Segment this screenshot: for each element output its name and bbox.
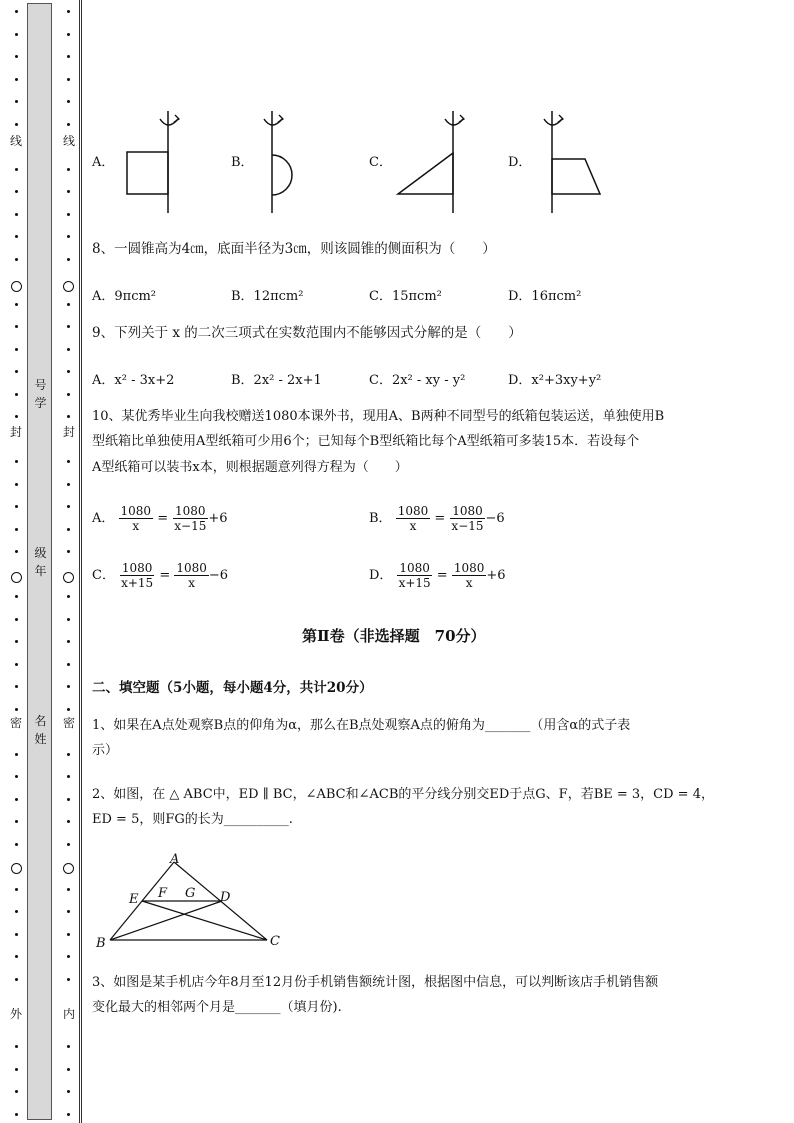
q8-option-c: C．15πcm² xyxy=(369,289,442,304)
inner-seal-char-xian: 线 xyxy=(62,134,75,148)
binding-dot xyxy=(67,235,70,238)
binding-hole-icon xyxy=(11,281,22,292)
binding-dot xyxy=(67,33,70,36)
binding-dot xyxy=(15,1068,18,1071)
binding-dot xyxy=(15,933,18,936)
q7-option-b-label: B． xyxy=(231,155,254,170)
outer-seal-char-wai: 外 xyxy=(9,1007,22,1021)
binding-dot xyxy=(15,325,18,328)
binding-dot xyxy=(67,708,70,711)
binding-dot xyxy=(67,978,70,981)
binding-dot xyxy=(15,303,18,306)
binding-dot xyxy=(67,190,70,193)
binding-dot xyxy=(15,123,18,126)
binding-dot xyxy=(15,370,18,373)
q9-text: 9、下列关于 x 的二次三项式在实数范围内不能够因式分解的是（ ） xyxy=(92,325,522,341)
q10-option-a: A． $\frac{1080}{x}$ = $\frac{1080}{x-15}$ +6 xyxy=(92,504,228,533)
margin-rule xyxy=(79,0,80,1123)
binding-dot xyxy=(67,1113,70,1116)
binding-dot xyxy=(15,618,18,621)
binding-dot xyxy=(67,753,70,756)
binding-dot xyxy=(67,910,70,913)
q7-option-d-label: D． xyxy=(508,155,532,170)
binding-dot xyxy=(67,415,70,418)
binding-hole-icon xyxy=(63,572,74,583)
binding-dot xyxy=(15,258,18,261)
binding-dot xyxy=(15,663,18,666)
binding-dot xyxy=(15,685,18,688)
binding-dot xyxy=(15,505,18,508)
q9-option-b: B．2x² - 2x+1 xyxy=(231,373,322,388)
binding-dot xyxy=(67,370,70,373)
binding-hole-icon xyxy=(11,863,22,874)
student-id-label: 号 学 xyxy=(34,378,47,410)
binding-dot xyxy=(15,190,18,193)
binding-dot xyxy=(15,888,18,891)
q8-option-d: D．16πcm² xyxy=(508,289,582,304)
binding-dot xyxy=(67,55,70,58)
q8-option-a: A．9πcm² xyxy=(92,289,157,304)
part-two-title: 第Ⅱ卷（非选择题 70分） xyxy=(302,627,486,645)
binding-dot xyxy=(67,325,70,328)
f1-line-2: 示） xyxy=(92,743,119,758)
binding-dot xyxy=(15,550,18,553)
binding-dot xyxy=(15,33,18,36)
binding-dot xyxy=(67,10,70,13)
binding-dot xyxy=(67,1068,70,1071)
inner-seal-char-feng: 封 xyxy=(62,425,75,439)
q7-figure-a xyxy=(120,105,190,217)
binding-dot xyxy=(67,820,70,823)
binding-dot xyxy=(67,798,70,801)
binding-dot xyxy=(67,663,70,666)
outer-seal-char-feng: 封 xyxy=(9,425,22,439)
binding-dot xyxy=(67,955,70,958)
binding-dot xyxy=(15,910,18,913)
binding-dot xyxy=(67,393,70,396)
q7-figure-b xyxy=(252,105,322,217)
f2-label-c: C xyxy=(270,934,280,949)
binding-dot xyxy=(67,100,70,103)
q9-option-d: D．x²+3xy+y² xyxy=(508,373,602,388)
f3-line-1: 3、如图是某手机店今年8月至12月份手机销售额统计图，根据图中信息，可以判断该店手机销售额 xyxy=(92,975,659,990)
binding-dot xyxy=(67,550,70,553)
binding-dot xyxy=(67,213,70,216)
f2-line-1: 2、如图，在 △ ABC中，ED ∥ BC，∠ABC和∠ACB的平分线分别交ED于点G、F，若BE = 3，CD = 4， xyxy=(92,787,714,802)
q8-option-b: B．12πcm² xyxy=(231,289,304,304)
q7-option-c-label: C． xyxy=(369,155,392,170)
binding-dot xyxy=(15,1090,18,1093)
q7-figure-c xyxy=(393,105,463,217)
binding-dot xyxy=(15,798,18,801)
outer-seal-char-mi: 密 xyxy=(9,716,22,730)
binding-dot xyxy=(67,460,70,463)
q9-option-c: C．2x² - xy - y² xyxy=(369,373,466,388)
binding-dot xyxy=(67,168,70,171)
binding-dot xyxy=(15,708,18,711)
f2-triangle-figure xyxy=(92,850,292,950)
q10-option-d: D． $\frac{1080}{x+15}$ = $\frac{1080}{x}$ +6 xyxy=(369,561,506,590)
f2-label-d: D xyxy=(220,890,231,905)
binding-dot xyxy=(67,595,70,598)
f2-label-b: B xyxy=(96,936,106,951)
binding-dot xyxy=(15,978,18,981)
binding-dot xyxy=(15,100,18,103)
binding-dot xyxy=(67,933,70,936)
binding-dot xyxy=(67,505,70,508)
binding-dot xyxy=(15,775,18,778)
q7-figure-d xyxy=(530,105,610,217)
binding-dot xyxy=(67,843,70,846)
binding-dot xyxy=(15,213,18,216)
binding-dot xyxy=(15,460,18,463)
binding-dot xyxy=(67,348,70,351)
binding-hole-icon xyxy=(63,863,74,874)
binding-dot xyxy=(15,528,18,531)
q9-option-a: A．x² - 3x+2 xyxy=(92,373,175,388)
binding-dot xyxy=(67,640,70,643)
binding-dot xyxy=(15,843,18,846)
binding-dot xyxy=(15,235,18,238)
binding-dot xyxy=(67,258,70,261)
binding-dot xyxy=(67,303,70,306)
q10-option-b: B． $\frac{1080}{x}$ = $\frac{1080}{x-15}$ −6 xyxy=(369,504,505,533)
binding-dot xyxy=(67,78,70,81)
binding-dot xyxy=(15,348,18,351)
binding-dot xyxy=(15,168,18,171)
binding-dot xyxy=(15,595,18,598)
binding-dot xyxy=(15,10,18,13)
binding-hole-icon xyxy=(63,281,74,292)
binding-dot xyxy=(67,123,70,126)
name-band xyxy=(27,3,52,1120)
grade-label: 级 年 xyxy=(34,546,47,578)
f2-label-a: A xyxy=(170,852,180,867)
q10-option-c: C． $\frac{1080}{x+15}$ = $\frac{1080}{x}$ −6 xyxy=(92,561,229,590)
outer-seal-char-xian: 线 xyxy=(9,134,22,148)
f1-line-1: 1、如果在A点处观察B点的仰角为α，那么在B点处观察A点的俯角为_______（用含α的式子表 xyxy=(92,718,631,733)
binding-dot xyxy=(15,415,18,418)
binding-dot xyxy=(15,820,18,823)
binding-dot xyxy=(15,955,18,958)
f2-label-e: E xyxy=(129,892,139,907)
name-label: 名 姓 xyxy=(34,714,47,746)
f2-line-2: ED = 5，则FG的长为__________. xyxy=(92,812,293,827)
binding-dot xyxy=(67,1090,70,1093)
q10-line-2: 型纸箱比单独使用A型纸箱可少用6个；已知每个B型纸箱比每个A型纸箱可多装15本．若设每个 xyxy=(92,434,640,449)
binding-dot xyxy=(15,1045,18,1048)
fill-in-section-heading: 二、填空题（5小题，每小题4分，共计20分） xyxy=(92,680,373,696)
binding-dot xyxy=(15,640,18,643)
inner-seal-char-mi: 密 xyxy=(62,716,75,730)
binding-dot xyxy=(15,55,18,58)
q10-line-3: A型纸箱可以装书x本，则根据题意列得方程为（ ） xyxy=(92,460,408,475)
f2-label-g: G xyxy=(185,886,196,901)
binding-dot xyxy=(15,393,18,396)
f3-line-2: 变化最大的相邻两个月是_______（填月份). xyxy=(92,1000,342,1015)
binding-dot xyxy=(15,753,18,756)
binding-dot xyxy=(67,528,70,531)
outer-dot-column xyxy=(10,0,24,1123)
q8-text: 8、一圆锥高为4㎝，底面半径为3㎝，则该圆锥的侧面积为（ ） xyxy=(92,241,496,257)
binding-dot xyxy=(67,775,70,778)
binding-dot xyxy=(67,1045,70,1048)
binding-dot xyxy=(67,685,70,688)
binding-dot xyxy=(15,1113,18,1116)
binding-dot xyxy=(67,618,70,621)
f2-label-f: F xyxy=(158,886,168,901)
q10-line-1: 10、某优秀毕业生向我校赠送1080本课外书，现用A、B两种不同型号的纸箱包装运送，单独使用B xyxy=(92,409,665,424)
inner-seal-char-nei: 内 xyxy=(62,1007,75,1021)
binding-dot xyxy=(15,78,18,81)
binding-hole-icon xyxy=(11,572,22,583)
binding-dot xyxy=(67,888,70,891)
inner-dot-column xyxy=(62,0,76,1123)
margin-rule-2 xyxy=(81,0,82,1123)
binding-dot xyxy=(67,483,70,486)
q7-option-a-label: A． xyxy=(92,155,115,170)
binding-dot xyxy=(15,483,18,486)
